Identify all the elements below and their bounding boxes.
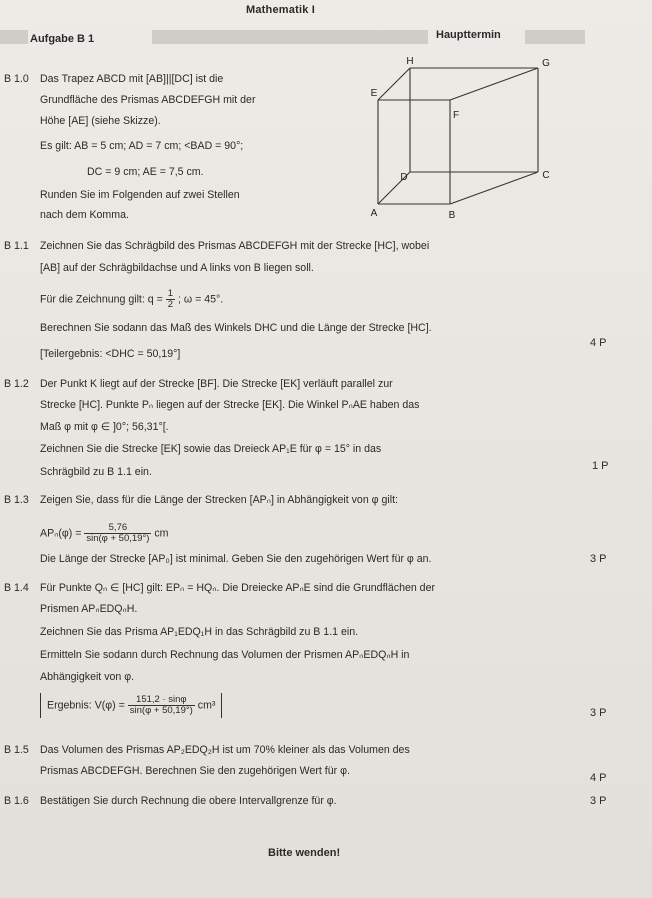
b15-points: 4 P [590, 772, 607, 784]
b11-number: B 1.1 [4, 240, 29, 252]
b13-denominator: sin(φ + 50,19°) [86, 533, 150, 544]
page-title: Mathematik I [246, 4, 316, 16]
b11-line3 [40, 289, 223, 310]
b11-result: [Teilergebnis: <DHC = 50,19°] [40, 348, 181, 360]
b12-line1: Der Punkt K liegt auf der Strecke [BF]. Die Strecke [EK] verläuft parallel zur [40, 378, 393, 390]
b14-line5: Abhängigkeit von φ. [40, 671, 135, 683]
b10-number: B 1.0 [4, 73, 29, 85]
b11-q-denominator: 2 [167, 299, 174, 310]
label-d: D [400, 172, 408, 183]
footer-turn-page: Bitte wenden! [268, 847, 341, 859]
b14-line3: Zeichnen Sie das Prisma AP₁EDQ₁H in das Schrägbild zu B 1.1 ein. [40, 626, 359, 638]
b12-line3: Maß φ mit φ ∈ ]0°; 56,31°[. [40, 421, 169, 433]
label-a: A [370, 208, 378, 219]
b10-line5: nach dem Komma. [40, 209, 129, 221]
b14-unit: cm³ [197, 699, 216, 712]
b14-points: 3 P [590, 707, 607, 719]
b13-line1: Zeigen Sie, dass für die Länge der Strecken [APₙ] in Abhängigkeit von φ gilt: [40, 494, 398, 506]
label-e: E [370, 88, 378, 99]
b14-numerator: 151,2 · sinφ [128, 695, 195, 706]
b11-q-numerator: 1 [167, 288, 174, 299]
b12-number: B 1.2 [4, 378, 29, 390]
b11-line4: Berechnen Sie sodann das Maß des Winkels DHC und die Länge der Strecke [HC]. [40, 322, 432, 334]
b13-numerator: 5,76 [84, 523, 151, 534]
task-label: Aufgabe B 1 [30, 33, 95, 45]
b12-line2: Strecke [HC]. Punkte Pₙ liegen auf der Strecke [EK]. Die Winkel PₙAE haben das [40, 399, 420, 411]
b14-number: B 1.4 [4, 582, 29, 594]
b14-result-pre: Ergebnis: V(φ) = [47, 699, 125, 712]
b11-line3-post: ; ω = 45°. [177, 293, 224, 306]
b16-line1: Bestätigen Sie durch Rechnung die obere Intervallgrenze für φ. [40, 795, 337, 807]
b15-number: B 1.5 [4, 744, 29, 756]
b14-line2: Prismen APₙEDQₙH. [40, 603, 138, 615]
b14-line1: Für Punkte Qₙ ∈ [HC] gilt: EPₙ = HQₙ. Die Dreiecke APₙE sind die Grundflächen der [40, 582, 435, 594]
b16-points: 3 P [590, 795, 607, 807]
b11-points: 4 P [590, 337, 607, 349]
b13-points: 3 P [590, 553, 607, 565]
b12-line5: Schrägbild zu B 1.1 ein. [40, 466, 152, 478]
b13-fraction [84, 523, 151, 544]
header-bar [0, 30, 652, 46]
b10-given2: DC = 9 cm; AE = 7,5 cm. [87, 166, 204, 178]
exam-date-label: Haupttermin [436, 29, 501, 41]
b13-unit: cm [154, 527, 169, 540]
b11-q-fraction [166, 289, 175, 310]
b14-denominator: sin(φ + 50,19°) [129, 705, 193, 716]
b11-line3-pre: Für die Zeichnung gilt: q = [40, 293, 163, 306]
b13-formula-lhs: APₙ(φ) = [40, 527, 82, 540]
b11-line1: Zeichnen Sie das Schrägbild des Prismas ABCDEFGH mit der Strecke [HC], wobei [40, 240, 430, 252]
b14-line4: Ermitteln Sie sodann durch Rechnung das Volumen der Prismen APₙEDQₙH in [40, 649, 410, 661]
b13-line3: Die Länge der Strecke [AP₀] ist minimal. Geben Sie den zugehörigen Wert für φ an. [40, 553, 432, 565]
label-c: C [542, 170, 550, 181]
b10-given1: Es gilt: AB = 5 cm; AD = 7 cm; <BAD = 90°; [40, 140, 244, 152]
b14-result [40, 693, 222, 718]
b12-points: 1 P [592, 460, 609, 472]
b10-line4: Runden Sie im Folgenden auf zwei Stellen [40, 189, 240, 201]
b12-line4: Zeichnen Sie die Strecke [EK] sowie das Dreieck AP₁E für φ = 15° in das [40, 443, 382, 455]
b10-line3: Höhe [AE] (siehe Skizze). [40, 115, 161, 127]
b13-number: B 1.3 [4, 494, 29, 506]
label-f: F [452, 110, 460, 121]
b14-fraction [128, 695, 195, 716]
b15-line1: Das Volumen des Prismas AP₂EDQ₂H ist um 70% kleiner als das Volumen des [40, 744, 410, 756]
b10-line1: Das Trapez ABCD mit [AB]||[DC] ist die [40, 73, 224, 85]
b13-formula [40, 523, 168, 544]
b10-line2: Grundfläche des Prismas ABCDEFGH mit der [40, 94, 256, 106]
label-g: G [542, 58, 550, 69]
label-b: B [448, 210, 456, 221]
b16-number: B 1.6 [4, 795, 29, 807]
b11-line2: [AB] auf der Schrägbildachse und A links von B liegen soll. [40, 262, 314, 274]
b15-line2: Prismas ABCDEFGH. Berechnen Sie den zugehörigen Wert für φ. [40, 765, 350, 777]
label-h: H [406, 56, 414, 67]
prism-sketch [370, 56, 560, 226]
